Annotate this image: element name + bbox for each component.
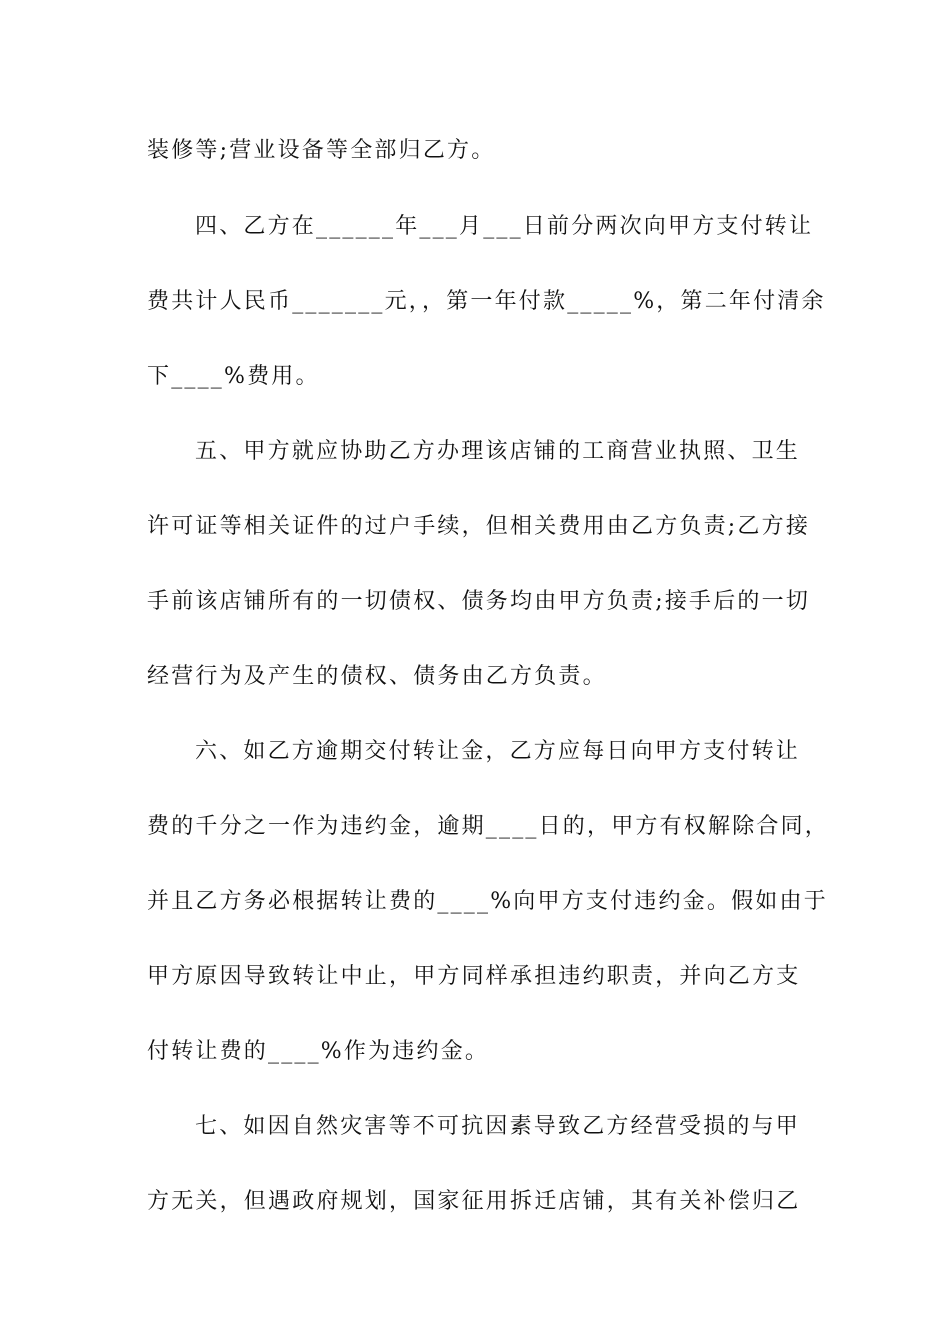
- text-line: 费的千分之一作为违约金，逾期____日的，甲方有权解除合同，: [147, 814, 830, 839]
- paragraph-4-line-1: 四、乙方在______年___月___日前分两次向甲方支付转让: [195, 214, 814, 239]
- text-line: 并且乙方务必根据转让费的____%向甲方支付违约金。假如由于: [147, 889, 828, 914]
- paragraph-5-line-1: 五、甲方就应协助乙方办理该店铺的工商营业执照、卫生: [195, 439, 801, 464]
- text-line: 费共计人民币_______元，，第一年付款_____%，第二年付清余: [147, 289, 826, 314]
- text-line: 方无关，但遇政府规划，国家征用拆迁店铺，其有关补偿归乙: [147, 1189, 801, 1214]
- text-line: 装修等;营业设备等全部归乙方。: [147, 138, 496, 163]
- paragraph-7-line-1: 七、如因自然灾害等不可抗因素导致乙方经营受损的与甲: [195, 1114, 801, 1139]
- text-line: 付转让费的____%作为违约金。: [147, 1039, 490, 1064]
- text-line: 下____%费用。: [147, 364, 320, 389]
- text-line: 经营行为及产生的债权、债务由乙方负责。: [147, 664, 607, 689]
- paragraph-6-line-1: 六、如乙方逾期交付转让金，乙方应每日向甲方支付转让: [195, 739, 801, 764]
- text-line: 手前该店铺所有的一切债权、债务均由甲方负责;接手后的一切: [147, 589, 811, 614]
- text-line: 甲方原因导致转让中止，甲方同样承担违约职责，并向乙方支: [147, 964, 801, 989]
- text-line: 许可证等相关证件的过户手续，但相关费用由乙方负责;乙方接: [147, 514, 811, 539]
